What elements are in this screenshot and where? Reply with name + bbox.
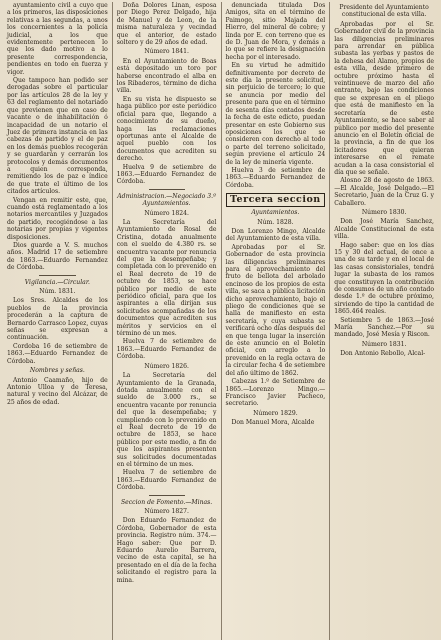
notice-number: Número 1829.: [253, 409, 298, 417]
notice-number: Núm. 1831.: [39, 288, 76, 296]
divider: [149, 495, 185, 496]
section-title: Administracion.—Negociado 3.º Ayuntamientos.: [117, 192, 216, 208]
divider: [149, 189, 185, 190]
notice-number: Núm. 1828.: [257, 218, 294, 226]
signature: Alosno 28 de agosto de 1863.—El Alcalde, José Delgado.—El Secretario, Juan de la Cruz G. y Caballero.: [334, 177, 434, 207]
signature: Setiembre 5 de 1863.—José María Sanchez.—Por su mandado, José Mesía y Riscon.: [334, 316, 434, 339]
paragraph: Don Antonio Rebollo, Alcal-: [340, 350, 426, 358]
paragraph: Don Eduardo Fernandez de Córdoba, Gobernador de esta provincia. Registro núm. 374.—Hago saber: Que por D. Eduardo Aurelio Barrera, vecino de esta capital, se ha presentado en el día de la fecha solicitando el registro para la mina.: [116, 517, 217, 584]
signature: Huelva 7 de setiembre de 1863.—Eduardo Fernandez de Córdoba.: [116, 469, 217, 492]
column-1: [3, 2, 112, 640]
paragraph: Los Sres. Alcaldes de los pueblos de la provincia procederán a la captura de Bernardo Carrasco Lopez, cuyas señas se expresan a continuación.: [7, 297, 108, 342]
paragraph: Aprobadas por el Sr. Gobernador civil de la provincia las diligencias preliminares para arrendar en pública subasta las yerbas y pastos de la dehesa del Alamo, propios de esta villa, desde primero de octubre próximo hasta el veintinueve de marzo del año entrante, bajo las condiciones que se expresan en el pliego que está de manifiesto en la secretaría de este Ayuntamiento, se hace saber al público por medio del presente anuncio en el Boletín oficial de la provincia, a fin de que los licitadores que quieran interesarse en el remate acudan a la casa consistorial el día que se señale.: [334, 20, 434, 176]
section-heading: Tercera seccion: [226, 193, 326, 207]
column-3: [221, 2, 330, 640]
notice-number: Número 1831.: [361, 340, 407, 348]
signature: Huelva 9 de setiembre de 1863.—Eduardo Fernandez de Córdoba.: [116, 163, 217, 186]
signature: Huelva 3 de setiembre de 1863.—Eduardo Fernandez de Córdoba.: [225, 166, 326, 189]
paragraph: Presidente del Ayuntamiento constitucional de esta villa.: [339, 4, 429, 19]
paragraph: Don José María Sanchez, Alcalde Constitucional de esta villa.: [334, 218, 434, 241]
notice-number: Número 1841.: [144, 48, 189, 56]
section-title: Seccion de Fomento.—Minas.: [120, 498, 213, 506]
paragraph: Doña Dolores Linan, esposa por Diego Perez Delgado, hija de Manuel y de Leon, de la misma naturaleza y vecindad que el anterior, de estado soltero y de 29 años de edad.: [116, 2, 217, 47]
paragraph: Don Manuel Mora, Alcalde: [231, 419, 315, 427]
paragraph: En el Ayuntamiento de Boas está depositado un toro por haberse encontrado el alba en los Ribaderos, término de dicha villa.: [116, 57, 217, 95]
paragraph: denunciada titulada Dos Amigos, sita en el término de Paimogo, sitio Majada del Hierro, del mineral de cobre; y linda por E. con terreno que es de D. Juan de Mora, y demás a lo que se refiere la designación hecha por el interesado.: [225, 2, 326, 61]
paragraph: Aprobadas por el Sr. Gobernador de esta provincia las diligencias preliminares para el aprovechamiento del fruto de bellota del arbolado encinoso de los propios de esta villa, se saca a pública licitación dicho aprovechamiento, bajo el pliego de condiciones que se halla de manifiesto en esta secretaría, y cuya subasta se verificará ocho días después del en que tenga lugar la inserción de este anuncio en el Boletín oficial, con arreglo a lo prevenido en la regla octava de la circular fecha 4 de setiembre del año último de 1862.: [225, 243, 326, 377]
paragraph: En su vista he dispuesto se haga público por este periódico oficial para que, llegando a conocimiento de su dueño, haga las reclamaciones oportunas ante el Alcalde de aquel pueblo con los documentos que acrediten su derecho.: [116, 95, 217, 163]
signature: Huelva 7 de setiembre de 1863.—Eduardo Fernandez de Córdoba.: [116, 338, 217, 361]
paragraph: Don Lorenzo Mingo, Alcalde del Ayuntamiento de esta villa.: [225, 227, 326, 243]
paragraph: En su virtud he admitido definitivamente por decreto de este día la presente solicitud, sin perjuicio de tercero; lo que se anuncia por medio del presente para que en el término de sesenta días contados desde la fecha de este edicto, puedan presentar en este Gobierno sus oposiciones los que se consideren con derecho al todo o parte del terreno solicitado, según previene el artículo 24 de la ley de minería vigente.: [225, 62, 326, 166]
section-title: Vigilancia.—Circular.: [24, 278, 90, 286]
paragraph: La Secretaría del Ayuntamiento de Rosal de Cristina, dotada anualmente con el sueldo de 4.380 rs. se encuentra vacante por renuncia del que la desempeñaba; y completada con lo prevenido en el Real decreto de 19 de octubre de 1853, se hace público por medio de este periódico oficial, para que los aspirantes a ella dirijan sus solicitudes acompañadas de los documentos que acrediten sus méritos y servicios en el término de un mes.: [116, 218, 217, 338]
signature: Cordoba 16 de setiembre de 1863.—Eduardo Fernandez de Córdoba.: [7, 342, 108, 365]
paragraph: ayuntamiento civil a cuyo que a los primeros, las disposiciones relativas a las segundas, a unos los concernientes a la policía judicial, a los que evidentemente pertenecen lo que los dado motivo a lo presente correspondencia, pendientes en todo en fuerza y vigor.: [7, 2, 108, 76]
paragraph: Que tampoco han podido ser derogadas sobre el particular por las artículos 28 de la ley y 63 del reglamento del notariado que previenen que en caso de vacante o de inhabilitación ó incapacidad de un notario el Juez de primera instancia en las cabezas de partido y el de paz en los demás pueblos recogerán y se guardarán y cerrarán los protocolos y demás documentos a quien corresponda, remitiendo los de paz e índice de que trate el último de los citados artículos.: [7, 77, 108, 196]
paragraph: Vengan en remitir este, que, cuando está reglamentado a los notarios mercantiles y Juzgados de partido, recogiéndose a las notarias por propias y vigentes disposiciones.: [7, 196, 108, 241]
divider: [39, 275, 75, 276]
notice-number: Número 1824.: [144, 209, 189, 217]
subsection-title: Nombres y señas.: [29, 367, 85, 375]
notice-number: Número 1830.: [361, 208, 407, 216]
paragraph: Antonio Caamaño, hijo de Antonio Ulloa y de Teresa, natural y vecino del Alcázar, de 25 años de edad.: [7, 376, 108, 406]
section-title: Ayuntamientos.: [251, 209, 300, 217]
notice-number: Número 1826.: [144, 362, 189, 370]
column-2: [112, 2, 221, 640]
paragraph: Hago saber: que en los días 15 y 30 del actual, de once a una de su tarde y en el local de las casas consistoriales, tendrá lugar la subasta de los ramos que constituyen la contribución de consumos de un año contado desde 1.º de octubre próximo, sirviendo de tipo la cantidad de 1865.464 reales.: [334, 241, 434, 316]
column-4: [329, 2, 438, 640]
signature: Cabezas 1.º de Setiembre de 1865.—Lorenzo Mingo.—Francisco Javier Pacheco, secretario.: [225, 378, 326, 408]
signature: Dios guarde a V. S. muchos años. Madrid 17 de setiembre de 1863.—Eduardo Fernandez de Córdoba.: [7, 242, 108, 272]
paragraph: La Secretaría del Ayuntamiento de la Granada, dotada anualmente con el sueldo de 3.000 rs., se encuentra vacante por renuncia del que la desempeñaba; y cumpliendo con lo prevenido en el Real decreto de 19 de octubre de 1853, se hace público por este medio, a fin de que los aspirantes presenten sus solicitudes documentadas en el término de un mes.: [116, 372, 217, 468]
notice-number: Número 1827.: [144, 508, 189, 515]
